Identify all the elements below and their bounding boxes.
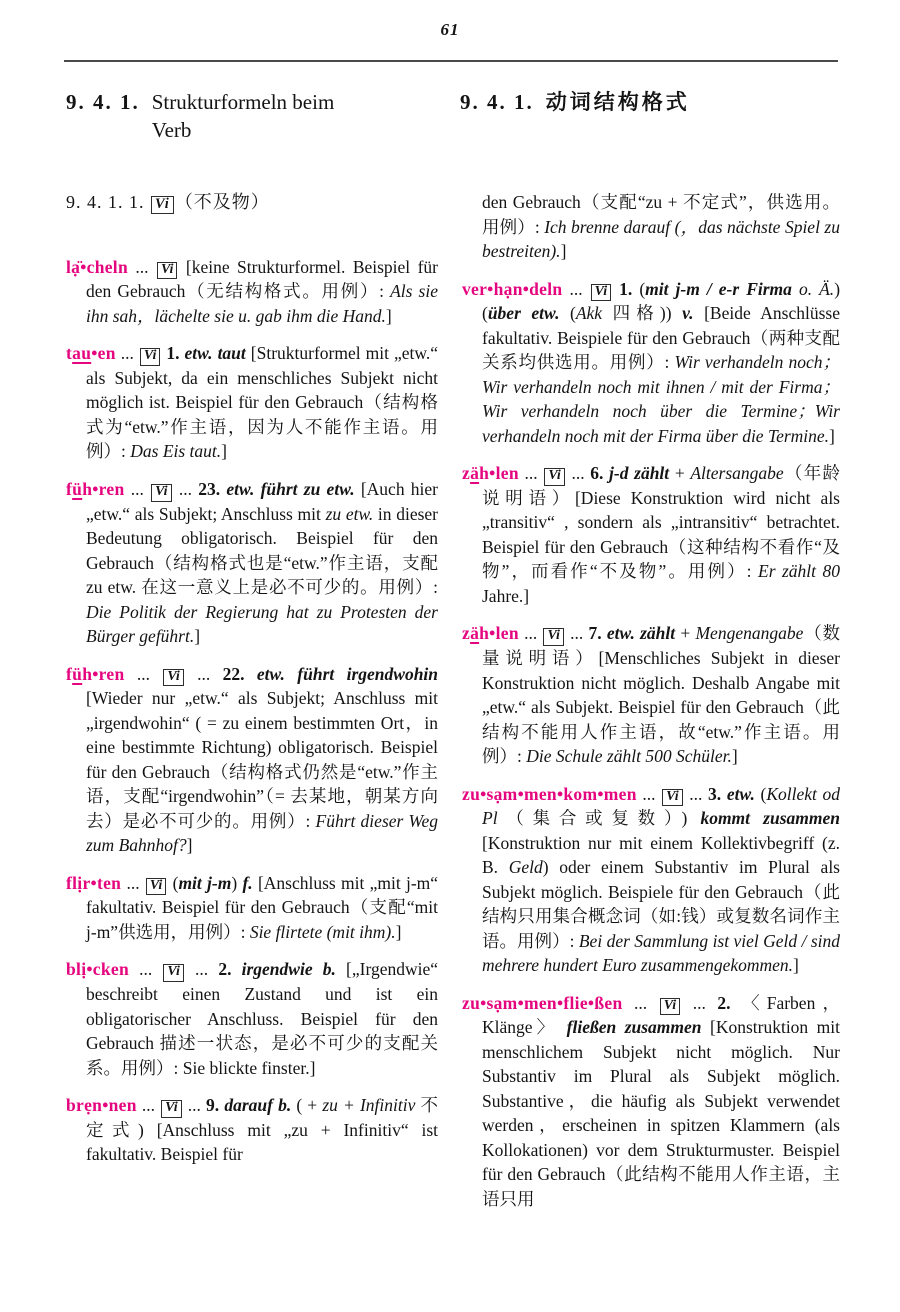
headword: blị•cken xyxy=(66,959,129,980)
right-column xyxy=(462,190,840,1224)
headword: ver•hạn•deln xyxy=(462,278,563,299)
dict-entry xyxy=(66,341,438,464)
text-run: über etw. xyxy=(487,303,560,324)
vi-tag: Vi xyxy=(660,998,680,1016)
page-number: 61 xyxy=(440,20,460,39)
text-run: etw. taut xyxy=(184,343,246,364)
text-run: ] xyxy=(560,241,567,261)
dict-entry xyxy=(66,477,438,649)
text-run: ] xyxy=(829,425,835,446)
section-title-german: Strukturformeln beim Verb xyxy=(151,90,335,143)
text-run: （集合或复数）) xyxy=(497,808,701,829)
text-run: ] xyxy=(221,441,227,462)
text-run: Führt dieser Weg zum Bahnhof? xyxy=(86,810,438,856)
text-run: ... xyxy=(636,783,662,804)
text-run: [Beide Anschlüsse fakultativ. Beispiele für den Gebrauch（两种支配关系均供选用。用例）: xyxy=(482,303,841,373)
text-run: ... xyxy=(136,1095,161,1116)
text-run: Altersangabe xyxy=(690,463,784,484)
text-run: 9. xyxy=(206,1095,225,1116)
dict-entry xyxy=(462,991,840,1212)
text-run: 9. 4. 1. 1. xyxy=(66,192,150,212)
text-run: zu + Infinitiv xyxy=(322,1095,416,1116)
text-run: （年龄说明语）[Diese Konstruktion wird nicht als „transitiv“ , sondern als „intransitiv“ betrachtet. Beispiel für den Gebrauch（这种结构不看作“及物”，而看作“不及物”。用例）: xyxy=(482,463,841,582)
headword: zu•sạm•men•flie•ßen xyxy=(462,992,623,1013)
text-run: [Anschluss mit „mit j-m“ fakultativ. Beispiel für den Gebrauch（支配“mit j-m”供选用，用例）: xyxy=(86,872,439,942)
dict-entry xyxy=(66,255,438,329)
text-run: （数量说明语）[Menschliches Subjekt in dieser Konstruktion nicht möglich. Deshalb Angabe mit „etw.“ als Subjekt. Beispiel für den Gebrauch（此结构不能用人作主语，故“etw.”作主语。用例）: xyxy=(482,623,841,767)
dict-entry xyxy=(66,871,438,945)
headword: ü xyxy=(72,663,83,684)
dict-entry xyxy=(66,957,438,1080)
header-rule xyxy=(64,60,838,62)
text-run: [keine Strukturformel. Beispiel für den Gebrauch（无结构格式。用例）: xyxy=(86,256,438,302)
text-run: ) oder einem Substantiv im Plural als Subjekt möglich. Beispiele für den Gebrauch（此结构只用集合概念词（如:钱）或复数名词作主语。用例）: xyxy=(482,857,840,951)
text-run: Kollekt od Pl xyxy=(482,783,840,829)
text-run: ] xyxy=(793,955,799,976)
text-run: zu etw. xyxy=(325,503,374,524)
text-run: ] xyxy=(194,626,201,647)
text-run: ] xyxy=(385,305,392,326)
text-run: ... xyxy=(128,256,156,277)
text-run: etw. xyxy=(726,783,755,804)
headword: •en xyxy=(91,343,116,364)
text-run: Die Politik der Regierung hat zu Protesten der Bürger geführt. xyxy=(86,601,438,647)
entry-continuation xyxy=(462,190,840,264)
headword: f xyxy=(66,663,73,684)
text-run: ... xyxy=(681,992,718,1013)
dict-entry xyxy=(66,662,438,858)
text-run: 6. xyxy=(590,463,610,484)
headword: z xyxy=(462,623,471,644)
headword: zu•sạm•men•kom•men xyxy=(462,783,637,804)
text-run: mit j-m xyxy=(178,872,232,893)
text-run: 23. xyxy=(198,478,227,499)
text-run: Geld xyxy=(508,857,543,878)
left-column xyxy=(66,190,438,1180)
vi-tag: Vi xyxy=(543,628,563,646)
headword: au xyxy=(72,343,92,364)
text-run: ] xyxy=(186,835,193,856)
text-run: ... xyxy=(562,278,590,299)
vi-tag: Vi xyxy=(163,669,183,687)
text-run: Ich brenne darauf (，das nächste Spiel zu bestreiten). xyxy=(482,216,840,261)
text-run: 22. xyxy=(222,663,257,684)
section-heading-chinese xyxy=(460,88,840,116)
text-run: in dieser Bedeutung obligatorisch. Beispiel für den Gebrauch（结构格式也是“etw.”作主语，支配 zu etw. 在这一意义上是必不可少的。用例）: xyxy=(86,503,438,598)
text-run: ( xyxy=(167,872,179,893)
headword: flịr•ten xyxy=(66,872,122,893)
text-run: f. xyxy=(242,872,253,893)
text-run: Das Eis taut. xyxy=(130,441,222,462)
text-run: Akk xyxy=(575,303,603,324)
text-run: ... xyxy=(184,959,219,980)
text-run: kommt zusammen xyxy=(700,808,840,829)
subsection-heading xyxy=(66,190,438,215)
text-run: [Auch hier „etw.“ als Subjekt; Anschluss mit xyxy=(86,478,439,524)
text-run: [Konstruktion mit menschlichem Subjekt nicht möglich. Nur Substantiv im Plural als Subjekt möglich. Substantive，die häufig als Subjekt verwendet werden，erscheinen in spitzen Klammern (als Kollokationen) vor dem Strukturmuster. Beispiel für den Gebrauch（此结构不能用人作主语，主语只用 xyxy=(482,1017,840,1209)
section-title-chinese: 动词结构格式 xyxy=(545,90,690,114)
vi-tag: Vi xyxy=(151,196,174,214)
text-run: ... xyxy=(564,623,589,644)
text-run: ) ( xyxy=(482,278,841,324)
text-run: Er zählt 80 xyxy=(758,561,840,582)
text-run: ... xyxy=(182,1095,207,1116)
text-run: 四格)) xyxy=(602,303,683,324)
text-run: ... xyxy=(184,663,223,684)
dict-entry xyxy=(66,1093,438,1167)
text-run: ... xyxy=(128,959,163,980)
text-run: etw. führt zu etw. xyxy=(226,478,355,499)
section-number: 9. 4. 1. xyxy=(66,90,140,114)
text-run: Sie flirtete (mit ihm). xyxy=(249,921,396,942)
headword: ü xyxy=(72,478,83,499)
text-run: 1. xyxy=(619,278,640,299)
text-run: ] xyxy=(395,921,402,942)
headword: brẹn•nen xyxy=(66,1095,137,1116)
headword: ä xyxy=(470,463,480,484)
text-run: ... xyxy=(115,343,139,364)
vi-tag: Vi xyxy=(161,1100,181,1118)
text-run: ( xyxy=(639,278,646,299)
text-run: den Gebrauch（支配“zu + 不定式”，供选用。用例）: xyxy=(482,192,840,237)
text-run: o. Ä. xyxy=(791,278,835,299)
text-run: ( + xyxy=(291,1095,323,1116)
text-run: ... xyxy=(121,872,145,893)
text-run: Wir verhandeln noch；Wir verhandeln noch mit ihnen / mit der Firma；Wir verhandeln noch über die Termine；Wir verhandeln noch mit der Firma über die Termine. xyxy=(482,352,840,446)
text-run: ... xyxy=(172,478,199,499)
text-run: ... xyxy=(683,783,709,804)
text-run: mit j-m / e-r Firma xyxy=(645,278,792,299)
text-run: Die Schule zählt 500 Schüler. xyxy=(526,746,732,767)
headword: h•ren xyxy=(82,663,125,684)
text-run: ] xyxy=(731,746,738,767)
vi-tag: Vi xyxy=(157,262,177,280)
dict-entry xyxy=(462,621,840,768)
vi-tag: Vi xyxy=(146,878,166,896)
text-run: [„Irgendwie“ beschreibt einen Zustand und ist ein obligatorischer Anschluss. Beispiel für den Gebrauch 描述一状态，是必不可少的支配关系。用例）: Sie blickte finster.] xyxy=(86,959,439,1078)
dict-entry xyxy=(462,461,840,608)
text-run: darauf b. xyxy=(224,1095,292,1116)
text-run: + xyxy=(675,623,696,644)
text-run: v. xyxy=(682,303,694,324)
headword: h•len xyxy=(479,463,519,484)
headword: f xyxy=(66,478,73,499)
text-run: Jahre.] xyxy=(482,585,530,606)
text-run: ... xyxy=(518,623,543,644)
text-run: ... xyxy=(622,992,659,1013)
vi-tag: Vi xyxy=(151,484,171,502)
text-run: 2. xyxy=(717,992,743,1013)
text-run: 3. xyxy=(708,783,727,804)
text-run: ... xyxy=(124,478,151,499)
vi-tag: Vi xyxy=(163,964,183,982)
text-run: ( xyxy=(559,303,576,324)
vi-tag: Vi xyxy=(662,789,682,807)
text-run: etw. zählt xyxy=(606,623,676,644)
text-run: ... xyxy=(565,463,591,484)
headword: h•ren xyxy=(82,478,125,499)
text-run: j-d zählt xyxy=(609,463,670,484)
dict-entry xyxy=(462,782,840,978)
text-run: ... xyxy=(124,663,163,684)
text-run: 1. xyxy=(166,343,185,364)
headword: h•len xyxy=(479,623,519,644)
vi-tag: Vi xyxy=(591,284,611,302)
text-run: （不及物） xyxy=(174,192,270,212)
text-run: [Strukturformel mit „etw.“ als Subjekt, da ein menschliches Subjekt nicht möglich ist. Beispiel für den Gebrauch（结构格式为“etw.”作主语，因为人不能作主语。用例）: xyxy=(86,343,439,462)
text-run: irgendwie b. xyxy=(241,959,336,980)
dict-entry xyxy=(462,277,840,449)
text-run: etw. führt irgendwohin xyxy=(256,663,439,684)
text-run: 〈Farben，Klänge〉 xyxy=(482,992,840,1038)
text-run: ... xyxy=(518,463,544,484)
text-run: [Wieder nur „etw.“ als Subjekt; Anschluss mit „irgendwohin“ ( = zu einem bestimmten Ort，in eine bestimmte Richtung) obligatorisch. Beispiel für den Gebrauch（结构格式仍然是“etw.”作主语，支配“irgendwohin”（= 去某地，朝某方向去）是必不可少的。用例）: xyxy=(86,688,438,831)
text-run: ) xyxy=(231,872,243,893)
section-heading-german xyxy=(66,88,446,145)
text-run: fließen zusammen xyxy=(566,1017,702,1038)
vi-tag: Vi xyxy=(140,348,160,366)
text-run: 7. xyxy=(588,623,607,644)
headword: lạ̈•cheln xyxy=(66,256,129,277)
text-run: [Konstruktion nur mit einem Kollektivbegriff (z. B. xyxy=(482,832,840,878)
headword: ä xyxy=(470,623,480,644)
text-run: Als sie ihn sah，lächelte sie u. gab ihm die Hand. xyxy=(86,281,438,326)
text-run: + xyxy=(669,463,691,484)
text-run: Mengenangabe xyxy=(695,623,804,644)
headword: z xyxy=(462,463,471,484)
headword: t xyxy=(66,343,73,364)
text-run: Bei der Sammlung ist viel Geld / sind mehrere hundert Euro zusammengekommen. xyxy=(482,930,840,976)
text-run: 不定式) [Anschluss mit „zu + Infinitiv“ ist fakultativ. Beispiel für xyxy=(86,1095,439,1165)
vi-tag: Vi xyxy=(544,468,564,486)
section-number: 9. 4. 1. xyxy=(460,90,534,114)
text-run: 2. xyxy=(218,959,242,980)
text-run: ( xyxy=(754,783,767,804)
